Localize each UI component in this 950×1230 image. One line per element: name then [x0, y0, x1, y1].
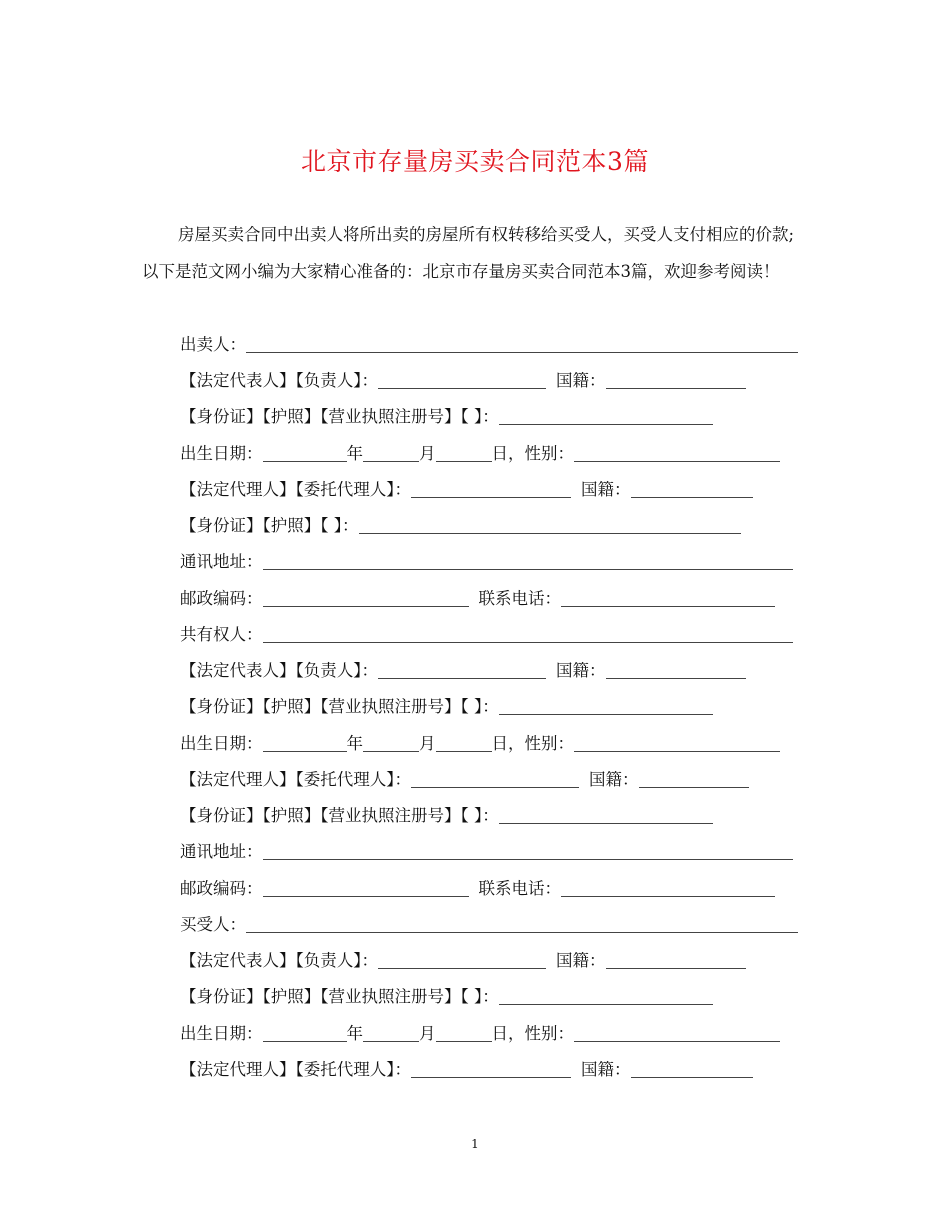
nationality-label: 国籍：: [556, 371, 606, 390]
phone-blank[interactable]: [561, 878, 775, 897]
co-owner-id-row: [180, 687, 713, 717]
id-license-blank[interactable]: [499, 696, 713, 715]
co-owner-address-row: [180, 832, 793, 862]
buyer-birth-row: [180, 1014, 780, 1044]
address-label: 通讯地址：: [180, 552, 263, 571]
nationality-label: 国籍：: [589, 770, 639, 789]
nationality-label: 国籍：: [556, 661, 606, 680]
birth-month-blank[interactable]: [363, 733, 419, 752]
postcode-blank[interactable]: [263, 588, 469, 607]
co-owner-contact-row: [180, 869, 775, 899]
seller-legal-rep-row: [180, 361, 746, 391]
seller-label: 出卖人：: [180, 335, 246, 354]
phone-label: 联系电话：: [478, 589, 561, 608]
nationality-blank[interactable]: [606, 660, 746, 679]
seller-contact-row: [180, 579, 775, 609]
co-owner-row: [180, 615, 793, 645]
postcode-label: 邮政编码：: [180, 589, 263, 608]
birth-label: 出生日期：: [180, 1024, 263, 1043]
legal-rep-blank[interactable]: [378, 370, 546, 389]
buyer-row: [180, 905, 798, 935]
nationality-blank[interactable]: [606, 370, 746, 389]
co-owner-legal-rep-row: [180, 651, 746, 681]
address-label: 通讯地址：: [180, 842, 263, 861]
agent-blank[interactable]: [411, 769, 579, 788]
agent-label: 【法定代理人】【委托代理人】：: [180, 1060, 411, 1079]
nationality-blank[interactable]: [639, 769, 749, 788]
year-label: 年: [346, 1024, 363, 1043]
phone-label: 联系电话：: [478, 879, 561, 898]
buyer-legal-rep-row: [180, 941, 746, 971]
buyer-id-row: [180, 977, 713, 1007]
address-blank[interactable]: [263, 841, 793, 860]
postcode-label: 邮政编码：: [180, 879, 263, 898]
agent-label: 【法定代理人】【委托代理人】：: [180, 770, 411, 789]
gender-blank[interactable]: [574, 733, 780, 752]
birth-label: 出生日期：: [180, 734, 263, 753]
agent-label: 【法定代理人】【委托代理人】：: [180, 480, 411, 499]
nationality-label: 国籍：: [581, 1060, 631, 1079]
birth-day-blank[interactable]: [436, 1023, 492, 1042]
nationality-label: 国籍：: [556, 951, 606, 970]
id-license-blank[interactable]: [499, 406, 713, 425]
co-owner-birth-row: [180, 724, 780, 754]
seller-agent-id-row: [180, 506, 741, 536]
phone-blank[interactable]: [561, 588, 775, 607]
co-owner-agent-row: [180, 760, 749, 790]
day-gender-label: 日，性别：: [491, 444, 574, 463]
intro-text: 房屋买卖合同中出卖人将所出卖的房屋所有权转移给买受人，买受人支付相应的价款;以下是范文网小编为大家精心准备的：北京市存量房买卖合同范本3篇，欢迎参考阅读！: [142, 225, 795, 281]
agent-blank[interactable]: [411, 1059, 571, 1078]
id-short-label: 【身份证】【护照】【 】：: [180, 516, 359, 535]
nationality-blank[interactable]: [631, 1059, 753, 1078]
birth-year-blank[interactable]: [263, 733, 347, 752]
month-label: 月: [419, 734, 436, 753]
legal-rep-label: 【法定代表人】【负责人】：: [180, 371, 378, 390]
birth-day-blank[interactable]: [436, 733, 492, 752]
birth-label: 出生日期：: [180, 444, 263, 463]
month-label: 月: [419, 1024, 436, 1043]
day-gender-label: 日，性别：: [491, 1024, 574, 1043]
year-label: 年: [346, 734, 363, 753]
id-license-blank[interactable]: [499, 986, 713, 1005]
seller-agent-row: [180, 470, 753, 500]
birth-month-blank[interactable]: [363, 443, 419, 462]
postcode-blank[interactable]: [263, 878, 469, 897]
birth-month-blank[interactable]: [363, 1023, 419, 1042]
legal-rep-blank[interactable]: [378, 660, 546, 679]
seller-blank[interactable]: [246, 334, 798, 353]
seller-address-row: [180, 542, 793, 572]
seller-id-row: [180, 397, 713, 427]
day-gender-label: 日，性别：: [491, 734, 574, 753]
legal-rep-label: 【法定代表人】【负责人】：: [180, 661, 378, 680]
id-license-label: 【身份证】【护照】【营业执照注册号】【 】：: [180, 806, 499, 825]
legal-rep-label: 【法定代表人】【负责人】：: [180, 951, 378, 970]
intro-paragraph: [142, 217, 802, 290]
seller-row: [180, 325, 798, 355]
page-number: 1: [471, 1137, 479, 1151]
id-license-label: 【身份证】【护照】【营业执照注册号】【 】：: [180, 407, 499, 426]
birth-year-blank[interactable]: [263, 443, 347, 462]
nationality-blank[interactable]: [606, 950, 746, 969]
nationality-blank[interactable]: [631, 479, 753, 498]
co-owner-agent-id-row: [180, 796, 713, 826]
id-short-blank[interactable]: [359, 515, 741, 534]
buyer-label: 买受人：: [180, 915, 246, 934]
buyer-blank[interactable]: [246, 914, 798, 933]
birth-day-blank[interactable]: [436, 443, 492, 462]
id-license-label: 【身份证】【护照】【营业执照注册号】【 】：: [180, 987, 499, 1006]
nationality-label: 国籍：: [581, 480, 631, 499]
gender-blank[interactable]: [574, 443, 780, 462]
buyer-agent-row: [180, 1050, 753, 1080]
gender-blank[interactable]: [574, 1023, 780, 1042]
id-license-label: 【身份证】【护照】【营业执照注册号】【 】：: [180, 697, 499, 716]
co-owner-blank[interactable]: [263, 624, 793, 643]
address-blank[interactable]: [263, 551, 793, 570]
legal-rep-blank[interactable]: [378, 950, 546, 969]
agent-blank[interactable]: [411, 479, 571, 498]
id-license-blank[interactable]: [499, 805, 713, 824]
month-label: 月: [419, 444, 436, 463]
year-label: 年: [346, 444, 363, 463]
document-title: 北京市存量房买卖合同范本3篇: [301, 147, 649, 176]
birth-year-blank[interactable]: [263, 1023, 347, 1042]
co-owner-label: 共有权人：: [180, 625, 263, 644]
seller-birth-row: [180, 434, 780, 464]
